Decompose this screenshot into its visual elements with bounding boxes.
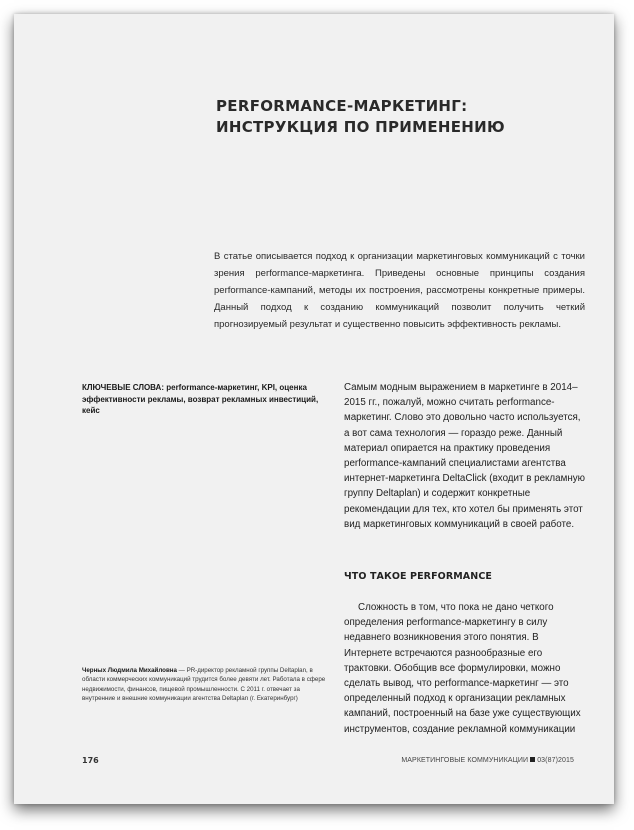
square-separator-icon — [530, 757, 535, 762]
page-number: 176 — [82, 756, 99, 765]
keywords-label: КЛЮЧЕВЫЕ СЛОВА: — [82, 383, 164, 392]
author-name: Черных Людмила Михайловна — [82, 667, 177, 674]
intro-column — [344, 380, 588, 532]
article-abstract: В статье описывается подход к организации маркетинговых коммуникаций с точки зрения performance-маркетинга. Приведены основные принципы создания performance-кампаний, методы их построения, рассмотрены конкретные примеры. Данный подход к созданию коммуникаций позволит получить четкий прогнозируемый результат и существенно повысить эффективность рекламы. — [214, 250, 585, 330]
article-title-line-2: ИНСТРУКЦИЯ ПО ПРИМЕНЕНИЮ — [216, 118, 505, 136]
article-title — [216, 96, 505, 138]
journal-name: МАРКЕТИНГОВЫЕ КОММУНИКАЦИИ — [401, 757, 529, 764]
section-column — [344, 600, 588, 737]
author-note — [82, 666, 332, 703]
section-paragraph: Сложность в том, что пока не дано четкого определения performance-маркетингу в силу недавнего возникновения этого понятия. В Интернете встречаются разнообразные его трактовки. Обобщив все формулировки, можно сделать вывод, что performance-маркетинг — это определенный подход к организации рекламных кампаний, построенный на базе уже существующих инструментов, создание рекламной коммуникации — [344, 602, 581, 735]
article-title-line-1: PERFORMANCE-МАРКЕТИНГ: — [216, 97, 468, 115]
keywords-text: performance-маркетинг, KPI, оценка эффективности рекламы, возврат рекламных инвестиций, кейс — [82, 383, 319, 415]
journal-footer — [401, 757, 574, 764]
keywords-block — [82, 382, 332, 417]
section-heading: ЧТО ТАКОЕ PERFORMANCE — [344, 571, 492, 582]
author-bio: — PR-директор рекламной группы Deltaplan, в области коммерческих коммуникаций трудится более девяти лет. Работала в сфере недвижимости, финансов, пищевой промышленности. С 2011 г. отвечает за внутренние и внешние коммуникации агентства Deltaplan (г. Екатеринбург) — [82, 667, 326, 702]
intro-paragraph: Самым модным выражением в маркетинге в 2014–2015 гг., пожалуй, можно считать performance-маркетинг. Слово это довольно часто используется, а вот сама технология — гораздо реже. Данный материал опирается на практику проведения performance-кампаний специалистами агентства интернет-маркетинга DeltaClick (входит в рекламную группу Deltaplan) и содержит конкретные рекомендации для тех, кто хотел бы применять этот вид маркетинговых коммуникаций в своей работе. — [344, 382, 585, 530]
journal-issue: 03(87)2015 — [537, 757, 574, 764]
document-page — [14, 14, 614, 804]
